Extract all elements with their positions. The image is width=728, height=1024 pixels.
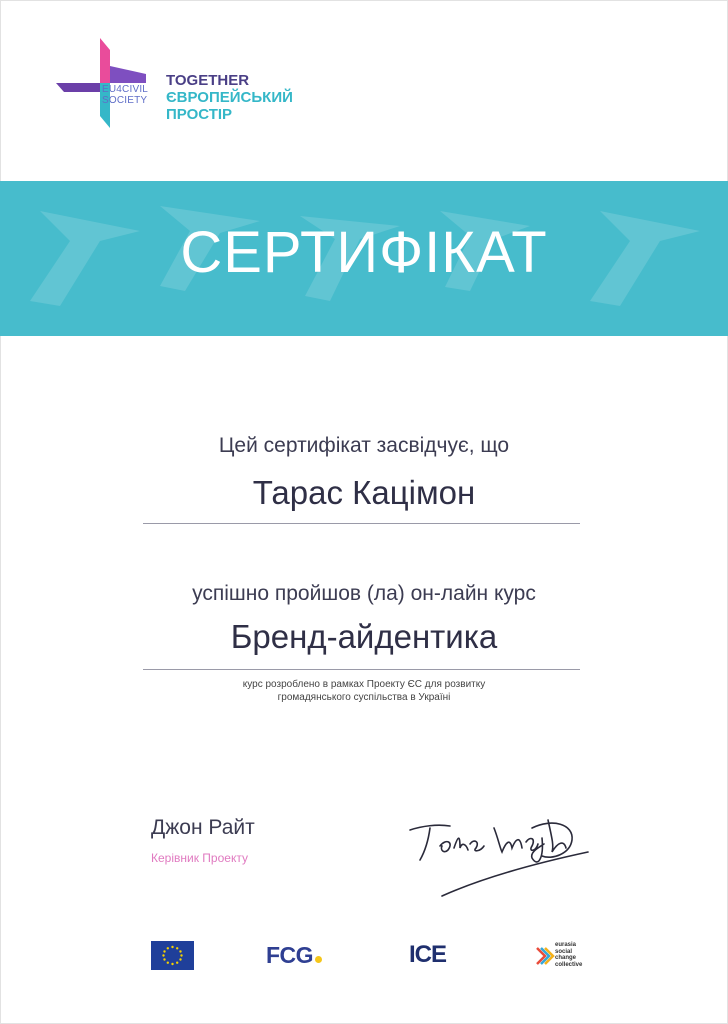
signer-name: Джон Райт [151, 816, 255, 839]
course-note-line2: громадянського суспільства в Україні [277, 692, 451, 703]
fcg-logo-text: FCG [266, 942, 314, 968]
brand-space: ПРОСТІР [166, 106, 233, 123]
completed-text: успішно пройшов (ла) он-лайн курс [192, 582, 536, 605]
logo-society-text: EU4CIVIL SOCIETY [102, 84, 148, 106]
eurasia-line3: change [555, 955, 577, 961]
course-name: Бренд-айдентика [230, 618, 498, 655]
eurasia-line4: collective [555, 961, 583, 968]
certificate-title: СЕРТИФІКАТ [180, 220, 548, 285]
brand-european: ЄВРОПЕЙСЬКИЙ [166, 89, 293, 106]
recipient-underline [143, 523, 580, 524]
course-underline [143, 669, 580, 670]
ice-logo: ICE [409, 941, 447, 968]
brand-together: TOGETHER [166, 72, 250, 89]
recipient-name: Тарас Кацімон [252, 474, 476, 511]
certificate-intro: Цей сертифікат засвідчує, що [218, 434, 510, 457]
course-note-line1: курс розроблено в рамках Проекту ЄС для розвитку [242, 679, 486, 690]
eu4civil-society-logo [54, 36, 154, 130]
eurasia-logo-text [555, 942, 582, 968]
eu-flag-logo [151, 941, 194, 970]
handwritten-signature [402, 808, 592, 903]
fcg-logo [266, 942, 322, 969]
eurasia-line1: eurasia [555, 942, 577, 948]
course-note [0, 678, 728, 704]
fcg-dot [315, 956, 322, 963]
eurasia-line2: social [555, 948, 573, 955]
brand-text [166, 72, 293, 123]
signer-role: Керівник Проекту [151, 851, 248, 865]
